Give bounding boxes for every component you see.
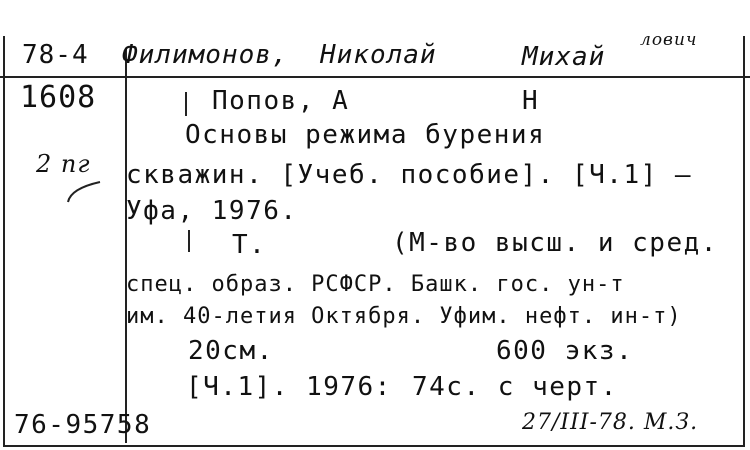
call-number: 1608 — [20, 80, 97, 115]
place-year: Уфа, 1976. — [126, 196, 298, 226]
pages-info: 74с. с черт. — [412, 372, 618, 402]
author-initial-extra: Н — [522, 86, 540, 116]
author-handwritten-surname: Филимонов, — [122, 40, 289, 70]
publisher-line-2: спец. образ. РСФСР. Башк. гос. ун-т — [126, 272, 625, 297]
title-line-2: скважин. [Учеб. пособие]. [Ч.1] — — [126, 160, 693, 190]
author-handwritten-suffix: лович — [640, 30, 698, 50]
date-note: 27/III-78. М.З. — [522, 410, 699, 435]
author-handwritten-patronymic: Михай — [522, 42, 606, 72]
margin-divider — [125, 48, 127, 443]
indent-tick-2 — [188, 230, 190, 252]
indent-tick — [185, 92, 187, 116]
shelf-mark: 2 пг — [36, 150, 91, 178]
class-number: 78-4 — [22, 40, 89, 70]
publisher-line-3: им. 40-летия Октября. Уфим. нефт. ин-т) — [126, 304, 682, 329]
author-handwritten-firstname: Николай — [320, 40, 437, 70]
author-typed: Попов, А — [212, 86, 350, 116]
header-divider — [0, 76, 750, 78]
volume-mark: Т. — [232, 230, 267, 260]
accession-number: 76-95758 — [14, 410, 152, 440]
series-line: [Ч.1]. 1976: — [186, 372, 392, 402]
shelf-hook-mark — [62, 178, 102, 208]
card-size: 20см. — [188, 336, 274, 366]
title-line-1: Основы режима бурения — [185, 120, 546, 150]
copies-count: 600 экз. — [496, 336, 634, 366]
publisher-line-1: (М-во высш. и сред. — [392, 228, 718, 258]
